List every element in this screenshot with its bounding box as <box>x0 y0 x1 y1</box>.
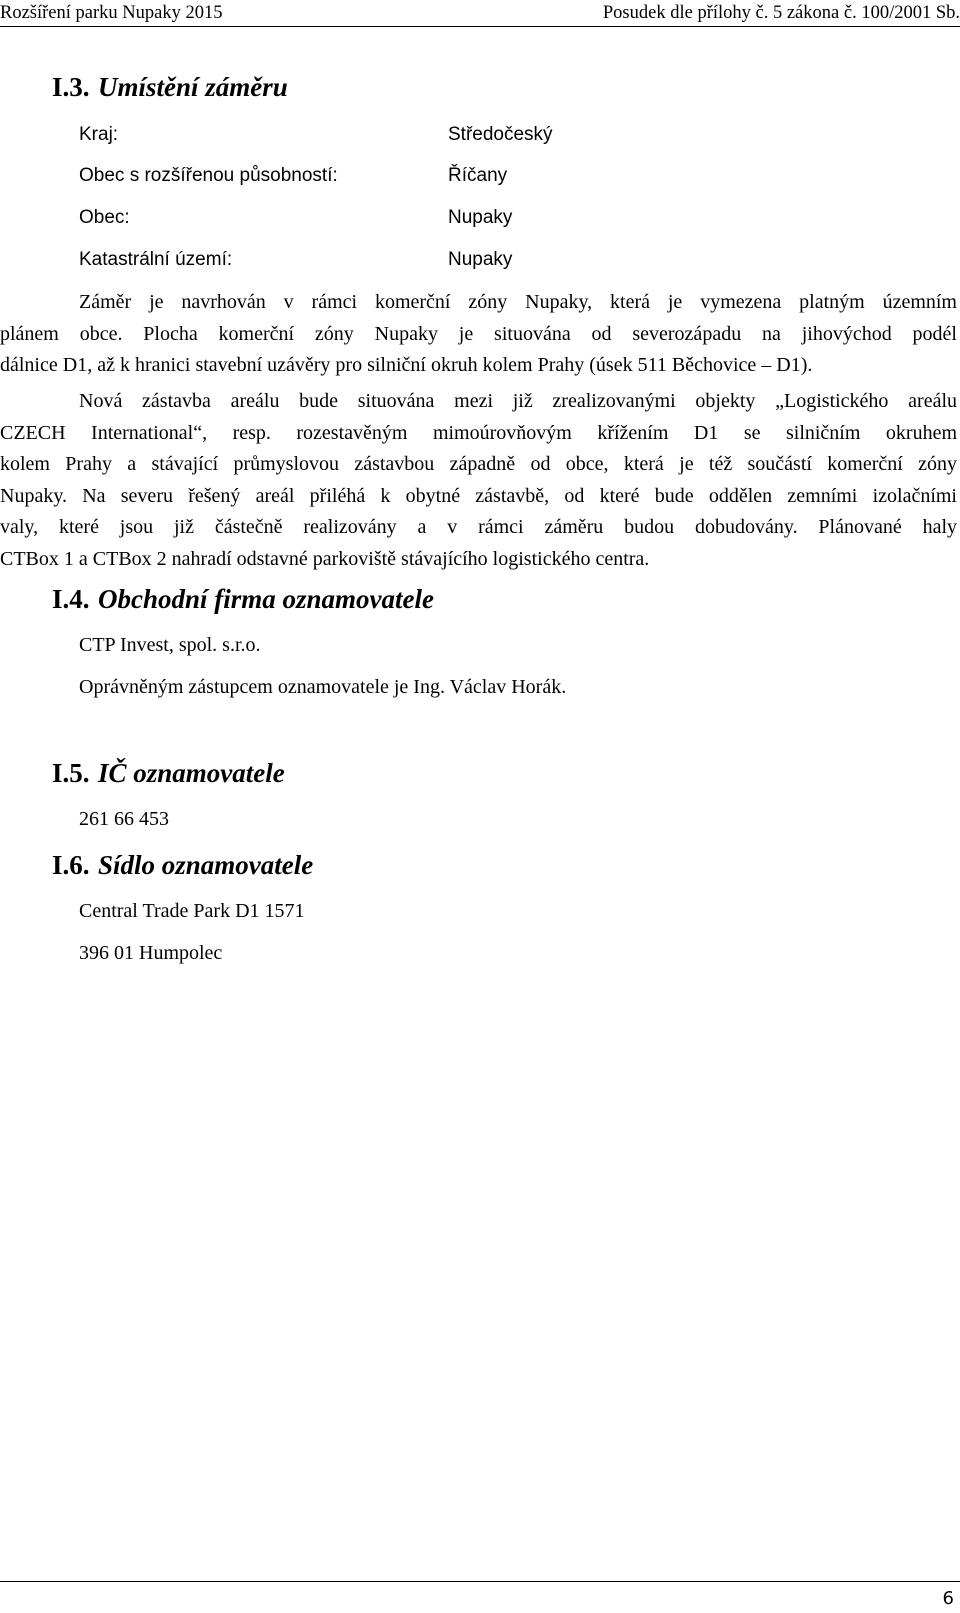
section-number: I.3. <box>52 72 90 102</box>
paragraph-line: valy, které jsou již částečně realizovány a v rámci záměru budou dobudovány. Plánované haly <box>0 516 957 538</box>
section-number: I.6. <box>52 850 90 880</box>
location-value-ku: Nupaky <box>448 249 513 270</box>
location-label-ku: Katastrální území: <box>79 249 233 270</box>
section-heading-5 <box>52 757 285 789</box>
location-label-orp: Obec s rozšířenou působností: <box>79 165 338 186</box>
section-title: Umístění záměru <box>98 72 288 102</box>
address-line-1: Central Trade Park D1 1571 <box>79 900 305 922</box>
company-id: 261 66 453 <box>79 808 169 830</box>
location-value-kraj: Středočeský <box>448 124 553 145</box>
paragraph-line: CZECH International“, resp. rozestavěným mimoúrovňovým křížením D1 se silničním okruhem <box>0 421 957 444</box>
section-title: IČ oznamovatele <box>98 758 285 788</box>
location-label-obec: Obec: <box>79 207 130 228</box>
page-number: 6 <box>942 1588 954 1609</box>
paragraph-location <box>0 287 957 382</box>
location-value-orp: Říčany <box>448 165 508 186</box>
section-number: I.5. <box>52 758 90 788</box>
paragraph-line: kolem Prahy a stávající průmyslovou zástavbou západně od obce, která je též součástí komerční zóny <box>0 453 957 475</box>
paragraph-line: plánem obce. Plocha komerční zóny Nupaky je situována od severozápadu na jihovýchod podél <box>0 322 957 345</box>
page-footer <box>0 1581 960 1612</box>
section-heading-3 <box>52 71 288 103</box>
section-title: Sídlo oznamovatele <box>98 850 314 880</box>
paragraph-line: dálnice D1, až k hranici stavební uzávěry pro silniční okruh kolem Prahy (úsek 511 Běchovice – D1). <box>0 354 813 376</box>
paragraph-line: Nupaky. Na severu řešený areál přiléhá k obytné zástavbě, od které bude oddělen zemními izolačními <box>0 484 957 507</box>
paragraph-development <box>0 386 957 575</box>
paragraph-line: Záměr je navrhován v rámci komerční zóny Nupaky, která je vymezena platným územním <box>79 291 957 313</box>
location-label-kraj: Kraj: <box>79 124 119 145</box>
section-heading-4 <box>52 583 434 615</box>
section-heading-6 <box>52 849 313 881</box>
representative-text: Oprávněným zástupcem oznamovatele je Ing. Václav Horák. <box>79 676 567 698</box>
location-value-obec: Nupaky <box>448 207 513 228</box>
address-line-2: 396 01 Humpolec <box>79 942 223 964</box>
page-header <box>0 0 960 27</box>
header-document-title: Rozšíření parku Nupaky 2015 <box>0 3 223 23</box>
paragraph-line: CTBox 1 a CTBox 2 nahradí odstavné parkoviště stávajícího logistického centra. <box>0 547 650 570</box>
section-title: Obchodní firma oznamovatele <box>98 584 434 614</box>
paragraph-line: Nová zástavba areálu bude situována mezi již zrealizovanými objekty „Logistického areálu <box>79 390 957 412</box>
company-name: CTP Invest, spol. s.r.o. <box>79 634 261 656</box>
header-legal-reference: Posudek dle přílohy č. 5 zákona č. 100/2001 Sb. <box>602 3 960 23</box>
section-number: I.4. <box>52 584 90 614</box>
